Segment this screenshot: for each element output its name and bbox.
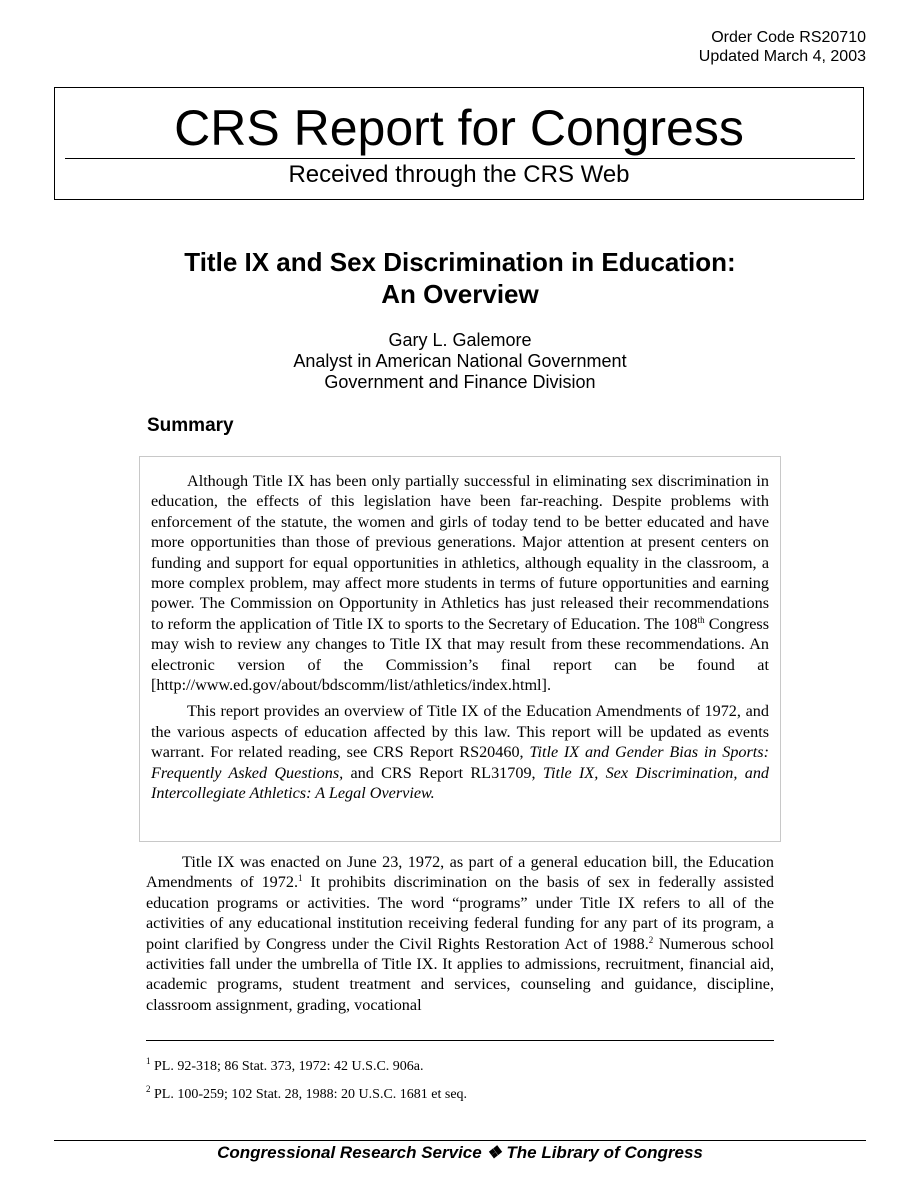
- footnote-mark-1: 1: [146, 1056, 151, 1066]
- footnote-divider: [146, 1040, 774, 1041]
- banner-divider: [65, 158, 855, 159]
- summary-paragraph-1: [151, 471, 769, 695]
- body-text-2: It prohibits discrimination on the basis of sex in federally assisted education programs or activities. The word “programs” under Title IX refers to all of the activities of any educational institution receiving federal funding for any part of its program, a point clarified by Congress under the Civil Rights Restoration Act of 1988.: [146, 873, 775, 953]
- body-text-3: Numerous school activities fall under the umbrella of Title IX. It applies to admissions, recruitment, financial aid, academic programs, student treatment and services, counseling and guidance, discipline, classroom assignment, grading, vocational: [146, 934, 775, 1014]
- page-footer: Congressional Research Service ❖ The Library of Congress: [217, 1143, 703, 1162]
- footnote-text-1: PL. 92-318; 86 Stat. 373, 1972: 42 U.S.C. 906a.: [150, 1059, 424, 1074]
- footnote-mark-2: 2: [146, 1084, 151, 1094]
- author-name: Gary L. Galemore: [388, 330, 532, 350]
- updated-date: Updated March 4, 2003: [698, 48, 866, 65]
- banner-subtitle: Received through the CRS Web: [288, 161, 630, 188]
- summary-box: [139, 456, 781, 842]
- summary-heading: Summary: [147, 415, 234, 436]
- order-code: Order Code RS20710: [711, 29, 866, 46]
- body-text-1: Title IX was enacted on June 23, 1972, as part of a general education bill, the Education Amendments of 1972.: [146, 853, 774, 892]
- summary-p1-text-cont: Congress may wish to review any changes to Title IX that may result from these recommendations. An electronic version of the Commission’s final report can be found at [http://www.ed.gov/about/bdscomm/list/athletics/index.html].: [151, 614, 769, 695]
- footnote-text-2: PL. 100-259; 102 Stat. 28, 1988: 20 U.S.C. 1681 et seq.: [150, 1087, 468, 1102]
- author-position: Analyst in American National Government: [293, 351, 627, 371]
- author-division: Government and Finance Division: [324, 372, 596, 392]
- document-title: [100, 246, 820, 310]
- footer-divider: [54, 1140, 866, 1141]
- footnote-ref-1[interactable]: 1: [298, 873, 303, 884]
- order-code-block: [699, 28, 866, 66]
- report-title-rs20460: Title IX and Gender Bias in Sports: Frequently Asked Questions,: [151, 743, 769, 782]
- footnote-2: [146, 1086, 774, 1104]
- ordinal-superscript: th: [697, 614, 705, 625]
- report-title-rl31709: Title IX, Sex Discrimination, and Intercollegiate Athletics: A Legal Overview.: [151, 763, 770, 803]
- summary-paragraph-2: [151, 701, 769, 803]
- body-paragraph: [146, 852, 774, 1015]
- report-banner: [54, 87, 864, 200]
- author-block: [100, 330, 820, 393]
- summary-p2-text-cont: and CRS Report RL31709,: [343, 763, 543, 782]
- summary-p1-text: Although Title IX has been only partially successful in eliminating sex discrimination in education, the effects of this legislation have been far-reaching. Despite problems with enforcement of the statute, the women and girls of today tend to be better educated and have more opportunities than those of previous generations. Major attention at present centers on funding and support for equal opportunities in athletics, although equality in the classroom, a more complex problem, may affect more students in terms of future opportunities and earning power. The Commission on Opportunity in Athletics has just released their recommendations to reform the application of Title IX to sports to the Secretary of Education. The 108: [151, 472, 769, 633]
- document-title-line-2: An Overview: [381, 279, 539, 309]
- footnote-1: [146, 1058, 774, 1076]
- document-title-line-1: Title IX and Sex Discrimination in Education:: [184, 247, 736, 277]
- summary-p2-text: This report provides an overview of Title IX of the Education Amendments of 1972, and the various aspects of education affected by this law. This report will be updated as events warrant. For related reading, see CRS Report RS20460,: [151, 702, 769, 762]
- banner-title: CRS Report for Congress: [174, 100, 744, 156]
- footnote-ref-2[interactable]: 2: [648, 934, 654, 945]
